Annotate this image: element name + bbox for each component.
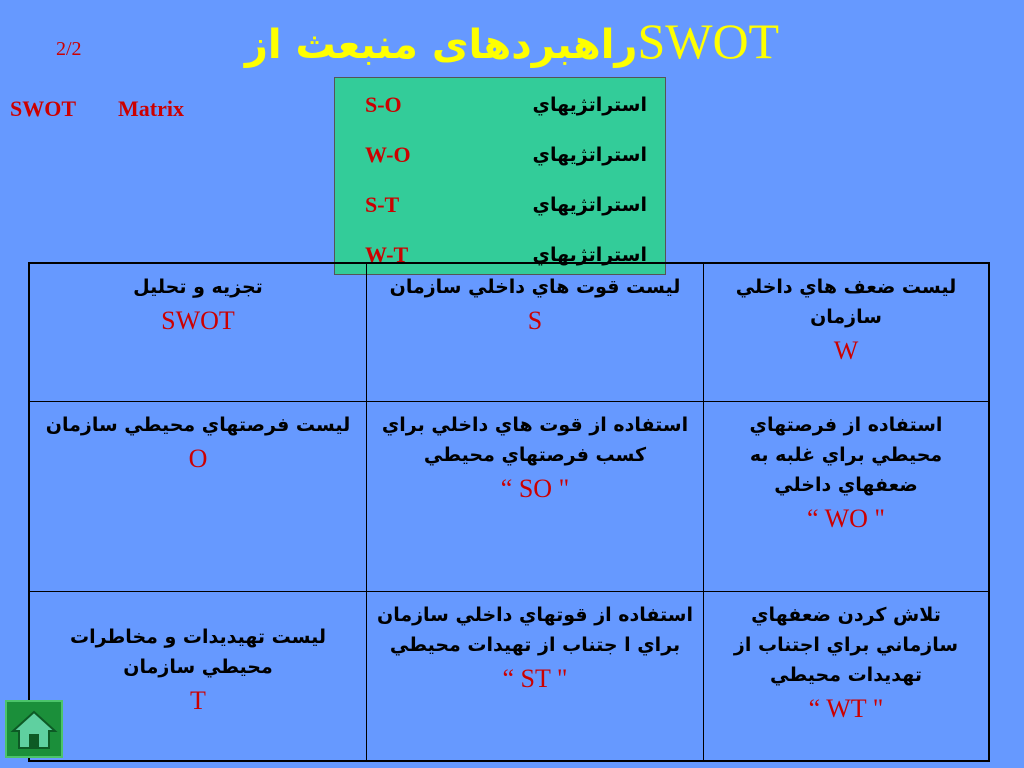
slide-title-fa: راهبردهای منبعث از: [244, 22, 638, 68]
table-row-header: [29, 263, 989, 401]
matrix-label-matrix: Matrix: [118, 96, 184, 121]
cell-code: S: [527, 306, 543, 335]
table-row-opportunities: [29, 401, 989, 591]
matrix-label-swot: SWOT: [10, 96, 77, 121]
cell-code: “ WO ": [807, 503, 885, 533]
cell-wt-strategy: [704, 591, 990, 761]
strategy-code: W-O: [365, 142, 411, 167]
cell-code: “ WT ": [808, 693, 884, 723]
strategy-label: استراتژيهاي: [532, 94, 647, 116]
cell-text: ليست قوت هاي داخلي سازمان: [389, 276, 681, 298]
page-number: 2/2: [56, 38, 82, 60]
cell-weaknesses: [704, 263, 990, 401]
cell-text: ليست تهيديدات و مخاطرات محيطي سازمان: [69, 625, 327, 678]
home-icon-graphic: [7, 702, 61, 756]
cell-st-strategy: [367, 591, 704, 761]
strategy-row-so: [335, 84, 665, 124]
cell-text: تجزيه و تحليل: [133, 276, 263, 298]
cell-so-strategy: [367, 401, 704, 591]
home-icon[interactable]: [5, 700, 63, 758]
strategy-code: S-O: [365, 92, 402, 117]
cell-threats: [29, 591, 367, 761]
slide-title: [0, 10, 1024, 72]
cell-code: W: [833, 336, 859, 365]
strategy-label: استراتژيهاي: [532, 194, 647, 216]
cell-code: O: [188, 443, 208, 473]
cell-text: ليست فرصتهاي محيطي سازمان: [45, 413, 351, 436]
cell-code: SWOT: [161, 306, 235, 335]
strategy-label: استراتژيهاي: [532, 244, 647, 266]
strategy-row-wo: [335, 134, 665, 174]
cell-code: “ SO ": [500, 473, 570, 503]
cell-text: استفاده از فرصتهاي محيطي براي غلبه به ضعفهاي داخلي: [749, 413, 943, 496]
cell-text: استفاده از قوت هاي داخلي براي كسب فرصتهاي محيطي: [381, 413, 689, 466]
strategy-code: S-T: [365, 192, 400, 217]
cell-wo-strategy: [704, 401, 990, 591]
strategy-label: استراتژيهاي: [532, 144, 647, 166]
strategy-code: W-T: [365, 242, 409, 267]
matrix-label: [10, 96, 184, 122]
table-row-threats: [29, 591, 989, 761]
cell-text: استفاده از قوتهاي داخلي سازمان براي ا جتناب از تهيدات محيطي: [376, 603, 694, 656]
cell-opportunities: [29, 401, 367, 591]
cell-code: T: [190, 685, 206, 715]
strategy-row-st: [335, 184, 665, 224]
slide-title-en: SWOT: [637, 13, 780, 69]
cell-text: تلاش كردن ضعفهاي سازماني براي اجتناب از تهديدات محيطي: [733, 603, 959, 686]
strategies-box: [334, 77, 666, 275]
cell-analysis: [29, 263, 367, 401]
cell-text: ليست ضعف هاي داخلي سازمان: [735, 276, 957, 328]
cell-strengths: [367, 263, 704, 401]
cell-code: “ ST ": [502, 663, 568, 693]
swot-matrix-table: [28, 262, 990, 762]
